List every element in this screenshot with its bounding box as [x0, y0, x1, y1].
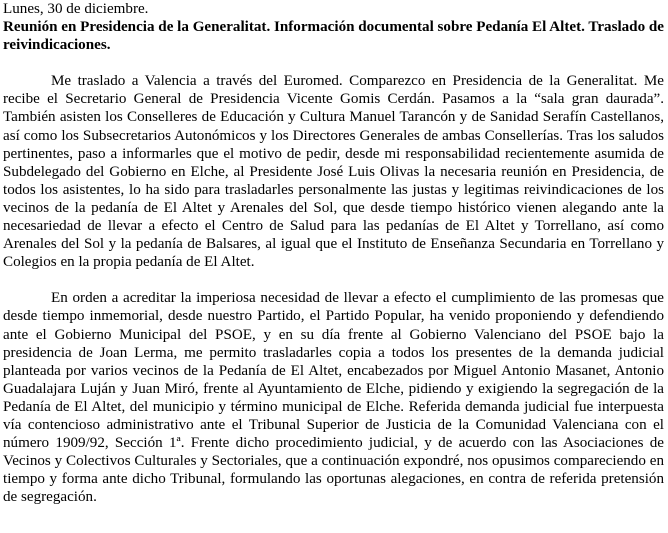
document-page [3, 0, 664, 506]
body-paragraph-2: En orden a acreditar la imperiosa necesidad de llevar a efecto el cumplimiento de las promesas que desde tiempo inmemorial, desde nuestro Partido, el Partido Popular, ha venido proponiendo y defendiendo ante el Gobierno Municipal del PSOE, y en su día frente al Gobierno Valenciano del PSOE bajo la presidencia de Joan Lerma, me permito trasladarles copia a todos los presentes de la demanda judicial planteada por varios vecinos de la Pedanía de El Altet, encabezados por Miguel Antonio Masanet, Antonio Guadalajara Luján y Juan Miró, frente al Ayuntamiento de Elche, pidiendo y exigiendo la segregación de la Pedanía de El Altet, del municipio y término municipal de Elche. Referida demanda judicial fue interpuesta vía contencioso administrativo ante el Tribunal Superior de Justicia de la Comunidad Valenciana con el número 1909/92, Sección 1ª. Frente dicho procedimiento judicial, y de acuerdo con las Asociaciones de Vecinos y Colectivos Culturales y Sectoriales, que a continuación expondré, nos opusimos compareciendo en tiempo y forma ante dicho Tribunal, formulando las oportunas alegaciones, en contra de referida pretensión de segregación. [3, 290, 664, 506]
body-paragraph-1: Me traslado a Valencia a través del Euromed. Comparezco en Presidencia de la Generalitat. Me recibe el Secretario General de Presidencia Vicente Gomis Cerdán. Pasamos a la “sala gran daurada”. También asisten los Conselleres de Educación y Cultura Manuel Tarancón y de Sanidad Serafín Castellanos, así como los Subsecretarios Autonómicos y los Directores Generales de ambas Consellerías. Tras los saludos pertinentes, paso a informarles que el motivo de pedir, desde mi responsabilidad recientemente asumida de Subdelegado del Gobierno en Elche, al Presidente José Luis Olivas la necesaria reunión en Presidencia, de todos los asistentes, lo ha sido para trasladarles personalmente las justas y legitimas reivindicaciones de los vecinos de la pedanía de El Altet y Arenales del Sol, que desde tiempo histórico vienen alegando ante la necesariedad de llevar a efecto el Centro de Salud para las pedanías de El Altet y Torrellano, así como Arenales del Sol y la pedanía de Balsares, al igual que el Instituto de Enseñanza Secundaria en Torrellano y Colegios en la propia pedanía de El Altet. [3, 73, 664, 271]
spacer [3, 54, 664, 72]
entry-date: Lunes, 30 de diciembre. [3, 1, 149, 17]
entry-heading: Reunión en Presidencia de la Generalitat. Información documental sobre Pedanía El Altet. Traslado de reivindicaciones. [3, 19, 664, 54]
spacer [3, 271, 664, 289]
